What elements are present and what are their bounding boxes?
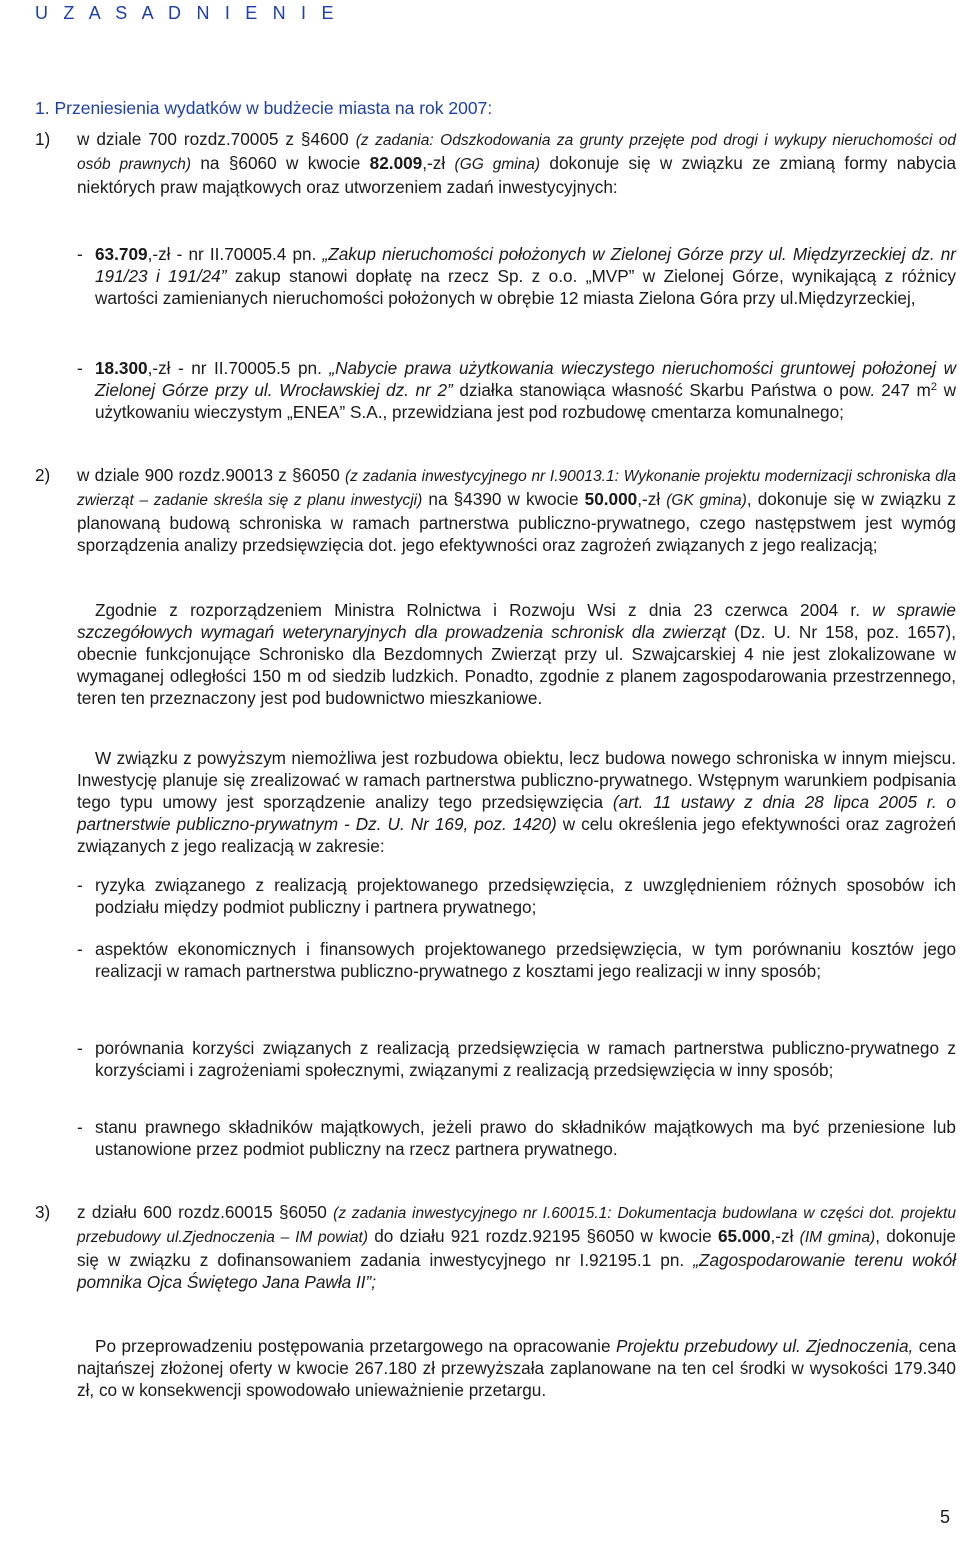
item-2-amount: 50.000 (584, 489, 638, 509)
item-2-text-b: na §4390 w kwocie (422, 489, 585, 509)
item-1-sub-2-dash: - (77, 358, 83, 378)
bullet-4-dash: - (77, 1117, 83, 1137)
regulation-text-b: (Dz. U. Nr 158, poz. 1657), obecnie funkcjonujące Schronisko dla Bezdomnych Zwierząt przy ul. Szwajcarskiej 4 nie jest zlokalizowane w wymaganej odległości 150 m od siedzib ludzkich. Ponadto, zgodnie z planem zagospodarowania przestrzennego, teren ten przeznaczony jest pod budownictwo mieszkaniowe. (77, 622, 956, 708)
item-1-sub-1 (95, 243, 956, 309)
sub-2-superscript: 2 (930, 381, 937, 393)
item-3-number: 3) (35, 1202, 51, 1222)
item-1-number: 1) (35, 129, 51, 149)
tender-text-a: Po przeprowadzeniu postępowania przetargowego na opracowanie (95, 1336, 617, 1356)
item-3-paragraph (77, 1201, 956, 1293)
sub-2-description-a: działka stanowiąca własność Skarbu Państwa o pow. 247 m (452, 380, 931, 400)
regulation-text-a: Zgodnie z rozporządzeniem Ministra Rolnictwa i Rozwoju Wsi z dnia 23 czerwca 2004 r. (95, 600, 873, 620)
ppp-text-a: W związku z powyższym niemożliwa jest rozbudowa obiektu, lecz budowa nowego schroniska w innym miejscu. Inwestycję planuje się zrealizować w ramach partnerstwa publiczno-prywatnego. Wstępnym warunkiem podpisania tego typu umowy jest sporządzenie analizy tego przedsięwzięcia (77, 748, 956, 812)
item-3-scope: (IM gmina) (799, 1229, 876, 1246)
sub-2-amount: 18.300 (95, 358, 148, 378)
sub-2-description-b: w użytkowaniu wieczystym „ENEA” S.A., przewidziana jest pod rozbudowę cmentarza komunalnego; (95, 380, 957, 422)
item-2-currency: ,-zł (637, 489, 667, 509)
bullet-3-dash: - (77, 1038, 83, 1058)
document-title: U Z A S A D N I E N I E (35, 3, 339, 23)
section-heading: 1. Przeniesienia wydatków w budżecie miasta na rok 2007: (35, 98, 493, 118)
item-2-ppp-paragraph (77, 747, 956, 857)
item-1-amount: 82.009 (369, 153, 423, 173)
item-3-amount: 65.000 (717, 1226, 771, 1246)
item-3-currency: ,-zł (770, 1226, 800, 1246)
sub-2-number: ,-zł - nr II.70005.5 pn. (147, 358, 330, 378)
item-3-task-name: „Zagospodarowanie terenu wokół pomnika Ojca Świętego Jana Pawła II”; (77, 1250, 956, 1292)
item-3-text-c: , dokonuje się w związku z dofinansowaniem zadania inwestycyjnego nr I.92195.1 pn. (77, 1226, 956, 1270)
item-2-number: 2) (35, 465, 51, 485)
item-2-text-a: w dziale 900 rozdz.90013 z §6050 (77, 465, 346, 485)
item-2-task-note: (z zadania inwestycyjnego nr I.90013.1: Wykonanie projektu modernizacji schroniska dla zwierząt – zadanie skreśla się z planu inwestycji) (77, 468, 956, 509)
item-1-currency: ,-zł (422, 153, 455, 173)
sub-1-number: ,-zł - nr II.70005.4 pn. (147, 244, 323, 264)
sub-1-description: zakup stanowi dopłatę na rzecz Sp. z o.o. „MVP” w Zielonej Górze, wynikającą z różnicy wartości zamienianych nieruchomości położonych w obrębie 12 miasta Zielona Góra przy ul.Międzyrzeckiej, (95, 266, 957, 308)
item-3-tender-paragraph (77, 1335, 956, 1401)
tender-text-b: cena najtańszej złożonej oferty w kwocie 267.180 zł przewyższała zaplanowane na ten cel środki w wysokości 179.340 zł, co w konsekwencji spowodowało unieważnienie przetargu. (77, 1336, 957, 1400)
item-2-paragraph (77, 464, 956, 556)
regulation-title: w sprawie szczegółowych wymagań weterynaryjnych dla prowadzenia schronisk dla zwierząt (77, 600, 956, 642)
tender-project-name: Projektu przebudowy ul. Zjednoczenia, (616, 1336, 914, 1356)
item-2-scope: (GK gmina) (666, 492, 747, 509)
item-1-text-b: na §6060 w kwocie (191, 153, 370, 173)
item-1-scope: (GG gmina) (454, 156, 541, 173)
bullet-3: porównania korzyści związanych z realizacją przedsięwzięcia w ramach partnerstwa publiczno-prywatnego z korzyściami i zagrożeniami społecznymi, związanymi z realizacją przedsięwzięcia w inny sposób; (95, 1038, 956, 1080)
item-2-regulation-paragraph (77, 599, 956, 709)
item-1-sub-2 (95, 357, 956, 423)
sub-1-task-name: „Zakup nieruchomości położonych w Zielonej Górze przy ul. Międzyrzeckiej dz. nr 191/23 i 191/24” (95, 244, 957, 286)
ppp-text-b: w celu określenia jego efektywności oraz zagrożeń związanych z jego realizacją w zakresie: (77, 814, 956, 856)
item-1-sub-1-dash: - (77, 244, 83, 264)
bullet-1-dash: - (77, 875, 83, 895)
item-3-text-b: do działu 921 rozdz.92195 §6050 w kwocie (368, 1226, 718, 1246)
item-2-text-c: , dokonuje się w związku z planowaną budową schroniska w ramach partnerstwa publiczno-prywatnego, czego następstwem jest wymóg sporządzenia analizy przedsięwzięcia dot. jego efektywności oraz zagrożeń związanych z jego realizacją; (77, 489, 956, 555)
sub-2-task-name: „Nabycie prawa użytkowania wieczystego nieruchomości gruntowej położonej w Zielonej Górze przy ul. Wrocławskiej dz. nr 2” (95, 358, 956, 400)
sub-1-amount: 63.709 (95, 244, 148, 264)
bullet-2: aspektów ekonomicznych i finansowych projektowanego przedsięwzięcia, w tym porównaniu kosztów jego realizacji w ramach partnerstwa publiczno-prywatnego z kosztami jego realizacji w inny sposób; (95, 939, 956, 981)
item-1-paragraph (77, 128, 956, 198)
item-3-text-a: z działu 600 rozdz.60015 §6050 (77, 1202, 334, 1222)
item-1-task-note: (z zadania: Odszkodowania za grunty przejęte pod drogi i wykupy nieruchomości od osób prawnych) (77, 132, 956, 173)
bullet-4: stanu prawnego składników majątkowych, jeżeli prawo do składników majątkowych ma być przeniesione lub ustanowione przez podmiot publiczny na rzecz partnera prywatnego. (95, 1117, 956, 1159)
item-1-text-c: dokonuje się w związku ze zmianą formy nabycia niektórych praw majątkowych oraz utworzeniem zadań inwestycyjnych: (77, 153, 956, 197)
item-3-task-note: (z zadania inwestycyjnego nr I.60015.1: Dokumentacja budowlana w części dot. projektu przebudowy ul.Zjednoczenia – IM powiat) (77, 1205, 956, 1246)
bullet-1: ryzyka związanego z realizacją projektowanego przedsięwzięcia, z uwzględnieniem różnych sposobów ich podziału między podmiot publiczny i partnera prywatnego; (95, 875, 956, 917)
ppp-law-reference: (art. 11 ustawy z dnia 28 lipca 2005 r. o partnerstwie publiczno-prywatnym - Dz. U. Nr 169, poz. 1420) (77, 792, 956, 834)
item-1-text-a: w dziale 700 rozdz.70005 z §4600 (77, 129, 349, 149)
bullet-2-dash: - (77, 939, 83, 959)
page-number: 5 (940, 1507, 951, 1527)
